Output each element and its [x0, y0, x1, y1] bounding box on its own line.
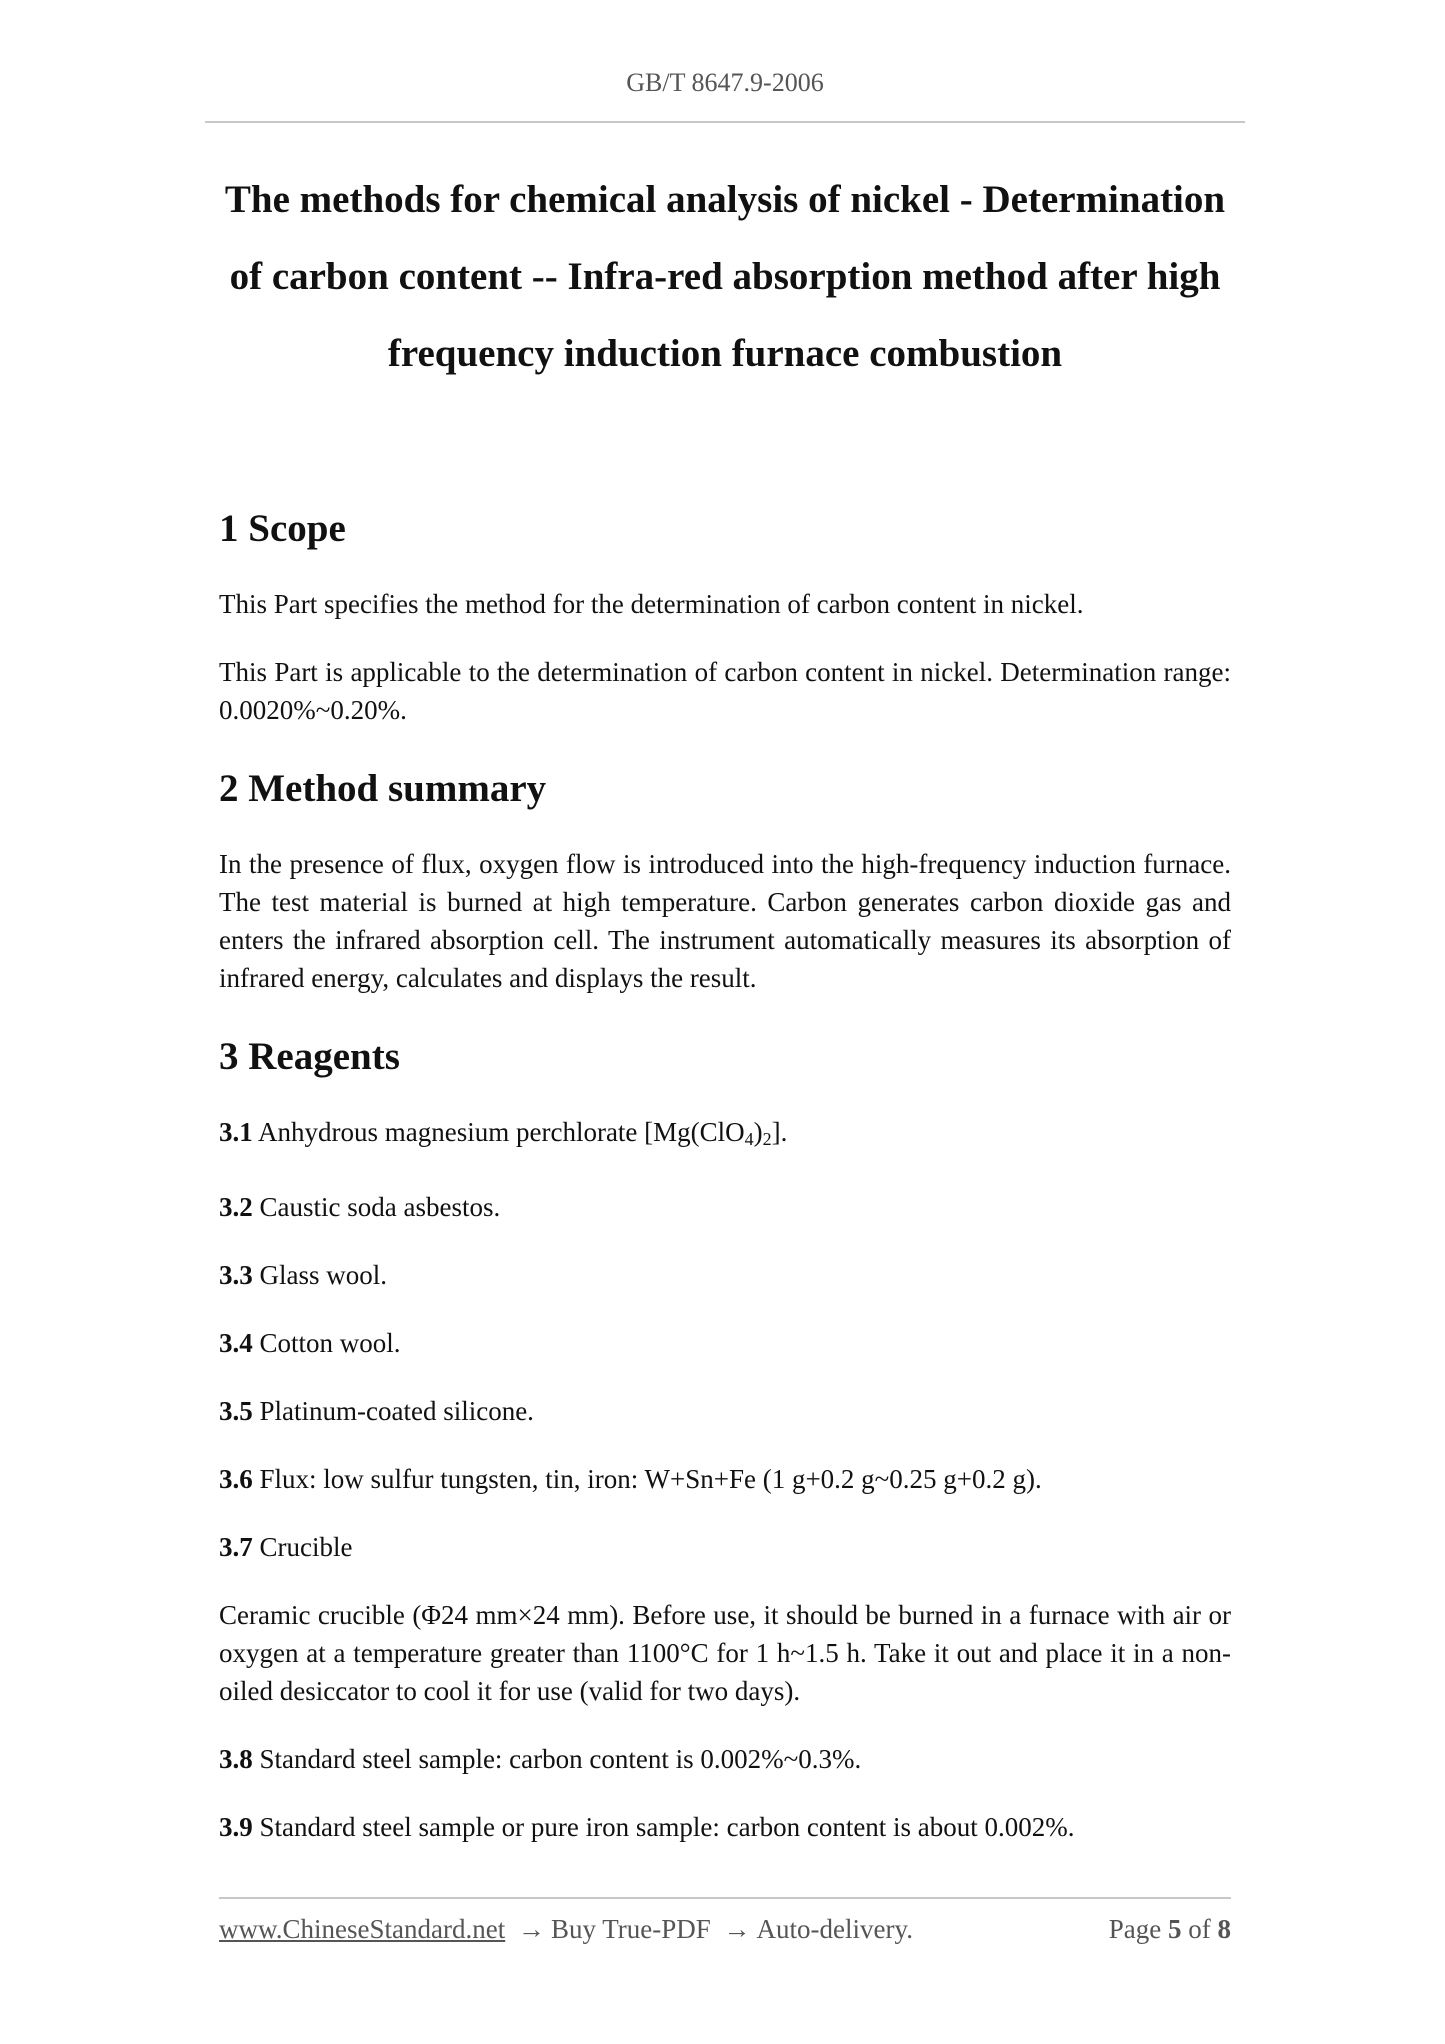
reagent-number: 3.7 [219, 1532, 253, 1562]
document-body [219, 497, 1231, 1846]
header-divider [205, 121, 1245, 123]
reagent-number: 3.5 [219, 1396, 253, 1426]
reagent-text: Standard steel sample: carbon content is 0.002%~0.3%. [259, 1744, 862, 1774]
section-heading-method-summary: 2 Method summary [219, 767, 547, 810]
reagent-text: Glass wool. [259, 1260, 387, 1290]
reagent-number: 3.2 [219, 1192, 253, 1222]
title-line-1: The methods for chemical analysis of nickel - Determination [224, 178, 1226, 221]
subscript: 4 [744, 1129, 754, 1149]
crucible-detail-paragraph: Ceramic crucible (Φ24 mm×24 mm). Before use, it should be burned in a furnace with air or oxygen at a temperature greater than 1100°C for 1 h~1.5 h. Take it out and place it in a non-oiled desiccator to cool it for use (valid for two days). [219, 1600, 1231, 1706]
reagent-number: 3.9 [219, 1812, 253, 1842]
reagent-text: Anhydrous magnesium perchlorate [Mg(ClO [258, 1117, 745, 1147]
method-summary-paragraph: In the presence of flux, oxygen flow is introduced into the high-frequency induction furnace. The test material is burned at high temperature. Carbon generates carbon dioxide gas and enters the infrared absorption cell. The instrument automatically measures its absorption of infrared energy, calculates and displays the result. [219, 849, 1231, 993]
reagent-number: 3.4 [219, 1328, 253, 1358]
reagent-text: ) [753, 1117, 763, 1147]
reagent-text: Crucible [259, 1532, 353, 1562]
reagent-item-3-8 [219, 1740, 1231, 1778]
reagent-item-3-3 [219, 1256, 1231, 1294]
reagent-item-3-5 [219, 1392, 1231, 1430]
current-page-number: 5 [1168, 1914, 1182, 1944]
scope-paragraph-2: This Part is applicable to the determination of carbon content in nickel. Determination range: 0.0020%~0.20%. [219, 657, 1231, 725]
reagent-text: Platinum-coated silicone. [259, 1396, 534, 1426]
page-header-standard-code: GB/T 8647.9-2006 [626, 68, 824, 97]
reagent-item-3-7 [219, 1528, 1231, 1566]
page-indicator [1109, 1914, 1231, 1945]
reagent-text: Cotton wool. [259, 1328, 401, 1358]
section-heading-reagents: 3 Reagents [219, 1035, 400, 1078]
reagent-item-3-2 [219, 1188, 1231, 1226]
reagent-text: Flux: low sulfur tungsten, tin, iron: W+Sn+Fe (1 g+0.2 g~0.25 g+0.2 g). [259, 1464, 1042, 1494]
arrow-right-icon: → [723, 1914, 751, 1944]
auto-delivery-text: Auto-delivery. [756, 1914, 913, 1944]
buy-true-pdf-text: Buy True-PDF [550, 1914, 711, 1944]
of-label: of [1188, 1914, 1211, 1944]
title-line-3: frequency induction furnace combustion [387, 332, 1063, 375]
reagent-item-3-4 [219, 1324, 1231, 1362]
subscript: 2 [762, 1129, 772, 1149]
website-link[interactable]: www.ChineseStandard.net [219, 1914, 506, 1944]
footer-promo [219, 1914, 913, 1945]
document-title [205, 161, 1245, 392]
title-line-2: of carbon content -- Infra-red absorption method after high [229, 255, 1221, 298]
reagent-text: Caustic soda asbestos. [259, 1192, 501, 1222]
reagent-number: 3.6 [219, 1464, 253, 1494]
reagent-text: ]. [771, 1117, 788, 1147]
section-heading-scope: 1 Scope [219, 507, 346, 550]
reagent-item-3-9 [219, 1808, 1231, 1846]
page-label: Page [1108, 1914, 1162, 1944]
reagent-item-3-1 [219, 1113, 1231, 1158]
arrow-right-icon: → [517, 1914, 545, 1944]
reagent-number: 3.8 [219, 1744, 253, 1774]
reagent-number: 3.3 [219, 1260, 253, 1290]
footer-divider [219, 1897, 1231, 1899]
reagent-number: 3.1 [219, 1117, 253, 1147]
reagent-text: Standard steel sample or pure iron sample: carbon content is about 0.002%. [259, 1812, 1075, 1842]
reagent-item-3-6 [219, 1460, 1231, 1498]
scope-paragraph-1: This Part specifies the method for the determination of carbon content in nickel. [219, 589, 1084, 619]
total-pages-number: 8 [1217, 1914, 1231, 1944]
